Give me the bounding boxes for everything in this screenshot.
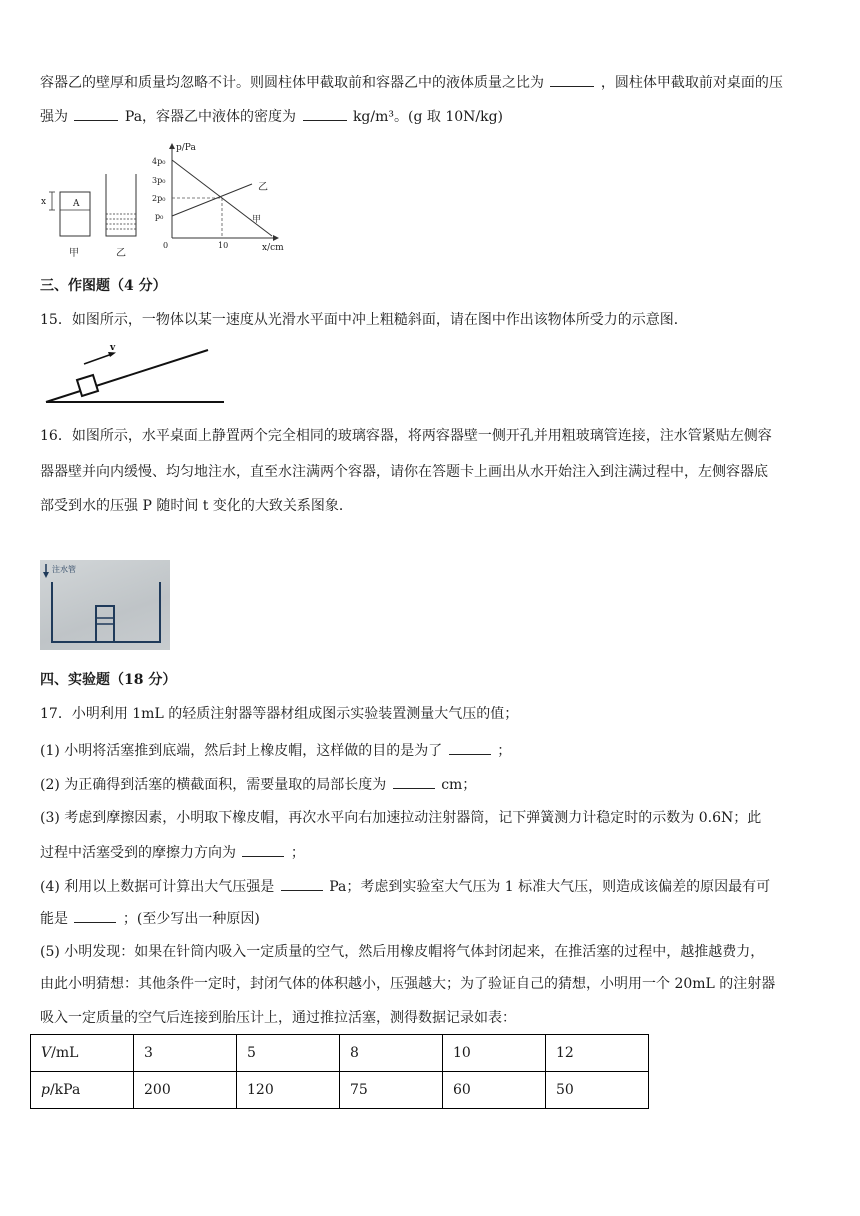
q16-container-drawing bbox=[40, 560, 170, 650]
p-x-graph bbox=[152, 143, 284, 253]
answer-blank[interactable] bbox=[393, 774, 435, 789]
photo-label: 注水管 bbox=[52, 565, 76, 574]
q17-part3-line2 bbox=[40, 842, 305, 863]
answer-blank[interactable] bbox=[550, 72, 594, 87]
q17-part2 bbox=[40, 774, 476, 795]
q17-part5-line2: 由此小明猜想：其他条件一定时，封闭气体的体积越小，压强越大；为了验证自己的猜想，小明用一个 20mL 的注射器 bbox=[40, 976, 776, 992]
table-cell: 200 bbox=[134, 1072, 237, 1109]
q17-text-part: Pa；考虑到实验室大气压为 1 标准大气压，则造成该偏差的原因最有可 bbox=[329, 879, 771, 895]
q17-text-part: cm； bbox=[441, 777, 477, 793]
q17-part4-line2 bbox=[40, 908, 260, 929]
label-yi: 乙 bbox=[116, 248, 126, 259]
table-cell: 60 bbox=[443, 1072, 546, 1109]
section-3-title: 三、作图题（4 分） bbox=[40, 278, 167, 294]
q15-incline-figure bbox=[40, 344, 240, 408]
q14-text-part: Pa，容器乙中液体的密度为 bbox=[124, 109, 297, 125]
y-tick: p₀ bbox=[155, 212, 164, 221]
q17-text-part: 能是 bbox=[40, 911, 68, 927]
x-tick: 0 bbox=[163, 241, 169, 250]
answer-blank[interactable] bbox=[303, 106, 347, 121]
label-jia: 甲 bbox=[69, 248, 79, 259]
q14-text-line1 bbox=[40, 72, 783, 93]
label-a: A bbox=[73, 199, 80, 209]
answer-blank[interactable] bbox=[449, 740, 491, 755]
label-x: x bbox=[41, 197, 47, 207]
q16-text-line1: 16．如图所示，水平桌面上静置两个完全相同的玻璃容器，将两容器壁一侧开孔并用粗玻璃管连接，注水管紧贴左侧容 bbox=[40, 428, 772, 444]
x-tick: 10 bbox=[218, 241, 229, 250]
q16-text-line2: 器器壁并向内缓慢、均匀地注水，直至水注满两个容器，请你在答题卡上画出从水开始注入到注满过程中，左侧容器底 bbox=[40, 464, 768, 480]
answer-blank[interactable] bbox=[242, 842, 284, 857]
q17-text-part: (2) 为正确得到活塞的横截面积，需要量取的局部长度为 bbox=[40, 777, 387, 793]
table-cell: 8 bbox=[340, 1035, 443, 1072]
y-axis-label: p/Pa bbox=[176, 143, 196, 153]
table-cell: 75 bbox=[340, 1072, 443, 1109]
table-cell: 12 bbox=[546, 1035, 649, 1072]
q17-part4-line1 bbox=[40, 876, 770, 897]
line-yi-label: 乙 bbox=[258, 182, 268, 193]
table-row bbox=[31, 1072, 649, 1109]
q14-figure bbox=[36, 138, 296, 262]
y-tick: 4p₀ bbox=[152, 157, 166, 166]
row-header: p/kPa bbox=[31, 1072, 134, 1109]
x-axis-label: x/cm bbox=[262, 243, 284, 253]
q16-container-photo bbox=[40, 560, 170, 650]
q17-part1 bbox=[40, 740, 511, 761]
q17-text-part: ； bbox=[290, 845, 305, 861]
block bbox=[77, 375, 98, 396]
q17-part5-line1: (5) 小明发现：如果在针筒内吸入一定质量的空气，然后用橡皮帽将气体封闭起来，在推活塞的过程中，越推越费力， bbox=[40, 944, 765, 960]
table-row bbox=[31, 1035, 649, 1072]
table-cell: 120 bbox=[237, 1072, 340, 1109]
velocity-arrow bbox=[84, 354, 112, 364]
table-cell: 10 bbox=[443, 1035, 546, 1072]
q17-text-part: (1) 小明将活塞推到底端，然后封上橡皮帽，这样做的目的是为了 bbox=[40, 743, 443, 759]
table-cell: 3 bbox=[134, 1035, 237, 1072]
y-tick: 3p₀ bbox=[152, 176, 166, 185]
y-tick: 2p₀ bbox=[152, 194, 166, 203]
cylinder-jia bbox=[41, 192, 90, 259]
row-header: V/mL bbox=[31, 1035, 134, 1072]
answer-blank[interactable] bbox=[281, 876, 323, 891]
q17-text-part: 过程中活塞受到的摩擦力方向为 bbox=[40, 845, 236, 861]
table-cell: 5 bbox=[237, 1035, 340, 1072]
answer-blank[interactable] bbox=[74, 908, 116, 923]
q17-part5-line3: 吸入一定质量的空气后连接到胎压计上，通过推拉活塞，测得数据记录如表： bbox=[40, 1010, 516, 1026]
section-4-title: 四、实验题（18 分） bbox=[40, 672, 177, 688]
q14-text-part: 容器乙的壁厚和质量均忽略不计。则圆柱体甲截取前和容器乙中的液体质量之比为 bbox=[40, 75, 544, 91]
q15-text: 15．如图所示，一物体以某一速度从光滑水平面中冲上粗糙斜面，请在图中作出该物体所受力的示意图． bbox=[40, 312, 688, 328]
q17-text-part: ； bbox=[497, 743, 512, 759]
q17-text-part: (4) 利用以上数据可计算出大气压强是 bbox=[40, 879, 275, 895]
q17-text-part: ；(至少写出一种原因) bbox=[122, 911, 260, 927]
q16-text-line3: 部受到水的压强 P 随时间 t 变化的大致关系图象． bbox=[40, 498, 353, 514]
line-jia-label: 甲 bbox=[252, 215, 262, 225]
table-cell: 50 bbox=[546, 1072, 649, 1109]
q14-text-line2 bbox=[40, 106, 503, 127]
q17-part3-line1: (3) 考虑到摩擦因素，小明取下橡皮帽，再次水平向右加速拉动注射器筒，记下弹簧测力计稳定时的示数为 0.6N；此 bbox=[40, 810, 762, 826]
q14-text-part: kg/m³。(g 取 10N/kg) bbox=[352, 109, 504, 125]
q14-text-part: ，圆柱体甲截取前对桌面的压 bbox=[600, 75, 783, 91]
container-yi bbox=[106, 174, 136, 259]
pressure-volume-table bbox=[30, 1034, 649, 1109]
q17-intro: 17．小明利用 1mL 的轻质注射器等器材组成图示实验装置测量大气压的值； bbox=[40, 706, 519, 722]
q14-text-part: 强为 bbox=[40, 109, 68, 125]
answer-blank[interactable] bbox=[74, 106, 118, 121]
velocity-label: v bbox=[110, 344, 116, 353]
